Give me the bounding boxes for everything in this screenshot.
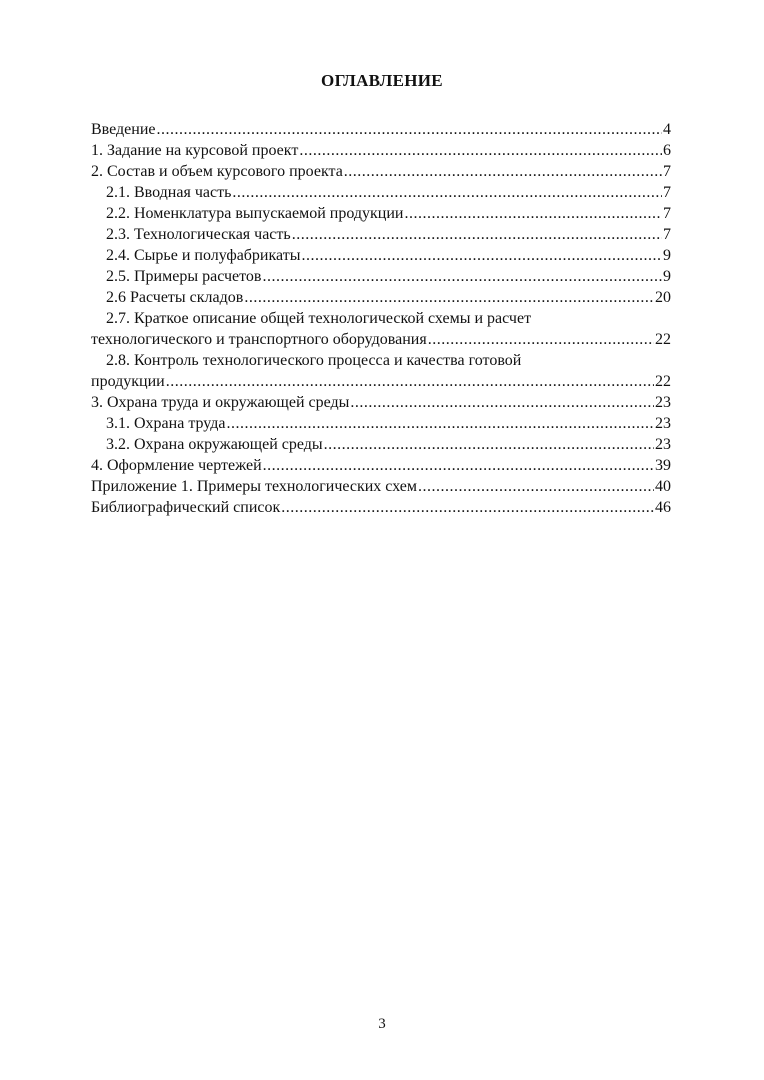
dot-leader [244,287,654,308]
toc-entry-section-2-8-line2[interactable] [91,371,671,392]
toc-entry-section-2-2[interactable] [91,203,671,224]
toc-entry-page: 22 [655,373,671,390]
toc-entry-section-2-1[interactable] [91,182,671,203]
dot-leader [227,413,654,434]
dot-leader [350,392,654,413]
toc-entry-label: продукции [91,373,165,390]
toc-entry-label: 2.2. Номенклатура выпускаемой продукции [106,205,404,222]
toc-entry-label: 2.4. Сырье и полуфабрикаты [106,247,301,264]
table-of-contents [91,119,671,518]
toc-entry-section-3-2[interactable] [91,434,671,455]
toc-entry-page: 7 [663,163,671,180]
dot-leader [404,203,662,224]
toc-entry-bibliography[interactable] [91,497,671,518]
toc-entry-page: 39 [655,457,671,474]
toc-entry-section-4[interactable] [91,455,671,476]
toc-entry-label: Введение [91,121,156,138]
toc-entry-label: 3. Охрана труда и окружающей среды [91,394,350,411]
toc-entry-page: 20 [655,289,671,306]
toc-entry-section-2-4[interactable] [91,245,671,266]
dot-leader [281,497,654,518]
dot-leader [292,224,662,245]
dot-leader [418,476,654,497]
toc-entry-label: 2.6 Расчеты складов [106,289,244,306]
dot-leader [262,266,662,287]
toc-entry-label: 1. Задание на курсовой проект [91,142,299,159]
toc-entry-section-2-3[interactable] [91,224,671,245]
toc-entry-label: Приложение 1. Примеры технологических схем [91,478,418,495]
toc-entry-section-2-7-line1[interactable] [91,308,671,329]
toc-entry-label: 3.2. Охрана окружающей среды [106,436,323,453]
dot-leader [157,119,663,140]
toc-entry-page: 22 [655,331,671,348]
toc-entry-appendix-1[interactable] [91,476,671,497]
toc-entry-section-3[interactable] [91,392,671,413]
toc-entry-label: Библиографический список [91,499,281,516]
toc-entry-page: 7 [663,226,671,243]
dot-leader [324,434,654,455]
toc-entry-page: 9 [663,247,671,264]
toc-entry-label: 2.3. Технологическая часть [106,226,291,243]
toc-entry-page: 23 [655,394,671,411]
dot-leader [232,182,662,203]
toc-entry-section-2-8-line1[interactable] [91,350,671,371]
toc-entry-page: 4 [663,121,671,138]
toc-entry-page: 40 [655,478,671,495]
toc-entry-page: 6 [663,142,671,159]
toc-entry-page: 7 [663,184,671,201]
dot-leader [301,245,662,266]
toc-entry-section-3-1[interactable] [91,413,671,434]
toc-entry-label: 2.1. Вводная часть [106,184,232,201]
dot-leader [428,329,654,350]
toc-entry-page: 23 [655,415,671,432]
toc-entry-page: 7 [663,205,671,222]
dot-leader [166,371,654,392]
toc-entry-section-2[interactable] [91,161,671,182]
page-title: ОГЛАВЛЕНИЕ [321,71,443,90]
page-number: 3 [378,1016,386,1032]
toc-entry-label: 3.1. Охрана труда [106,415,226,432]
toc-entry-page: 9 [663,268,671,285]
toc-entry-label: 2.7. Краткое описание общей технологической схемы и расчет [106,310,532,327]
toc-entry-label: 2. Состав и объем курсового проекта [91,163,343,180]
toc-entry-label: 2.5. Примеры расчетов [106,268,262,285]
dot-leader [299,140,662,161]
dot-leader [344,161,662,182]
toc-entry-section-2-6[interactable] [91,287,671,308]
toc-entry-label: 2.8. Контроль технологического процесса и качества готовой [106,352,522,369]
toc-entry-section-2-7-line2[interactable] [91,329,671,350]
toc-entry-introduction[interactable] [91,119,671,140]
toc-entry-section-1[interactable] [91,140,671,161]
dot-leader [263,455,654,476]
toc-entry-page: 46 [655,499,671,516]
toc-entry-section-2-5[interactable] [91,266,671,287]
toc-entry-label: 4. Оформление чертежей [91,457,262,474]
toc-entry-page: 23 [655,436,671,453]
toc-entry-label: технологического и транспортного оборудования [91,331,427,348]
